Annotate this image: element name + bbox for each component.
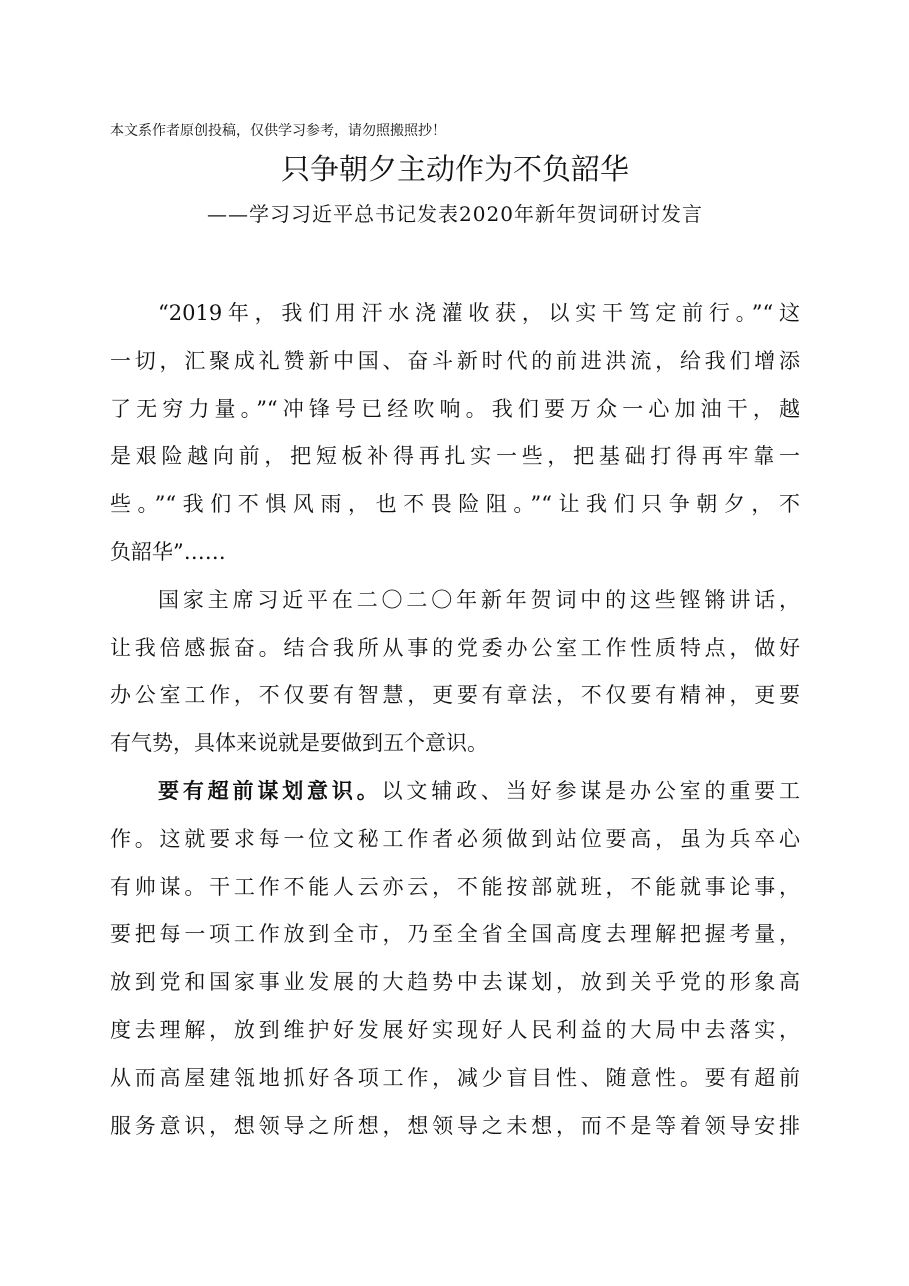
- document-title: 只争朝夕主动作为不负韶华: [280, 152, 629, 186]
- text-line: 要把每一项工作放到全市，乃至全省全国高度去理解把握考量，: [110, 922, 800, 947]
- author-notice: 本文系作者原创投稿，仅供学习参考，请勿照搬照抄！: [110, 123, 446, 139]
- text-line: 让我倍感振奋。结合我所从事的党委办公室工作性质特点，做好: [110, 635, 800, 660]
- paragraph: [110, 577, 800, 768]
- text-line: 了无穷力量。”“冲锋号已经吹响。我们要万众一心加油干，越: [110, 396, 800, 421]
- text-line: 作。这就要求每一位文秘工作者必须做到站位要高，虽为兵卒心: [110, 826, 800, 851]
- text-line: 些。”“我们不惧风雨，也不畏险阻。”“让我们只争朝夕，不: [110, 492, 800, 517]
- text-line: 从而高屋建瓴地抓好各项工作，减少盲目性、随意性。要有超前: [110, 1065, 800, 1090]
- text-line: 是艰险越向前，把短板补得再扎实一些，把基础打得再牢靠一: [110, 444, 800, 469]
- text-line: 度去理解，放到维护好发展好实现好人民利益的大局中去落实，: [110, 1017, 800, 1042]
- text-line: 有帅谋。干工作不能人云亦云，不能按部就班，不能就事论事，: [110, 874, 800, 899]
- document-body: [110, 290, 800, 1150]
- text-line: 一切，汇聚成礼赞新中国、奋斗新时代的前进洪流，给我们增添: [110, 348, 800, 373]
- text-line: “2019年，我们用汗水浇灌收获，以实干笃定前行。”“这: [158, 301, 800, 325]
- text-line: [110, 768, 800, 816]
- text-line: 有气势，具体来说就是要做到五个意识。: [110, 731, 488, 756]
- text-line: 国家主席习近平在二〇二〇年新年贺词中的这些铿锵讲话，: [158, 587, 800, 612]
- text-line: 负韶华”……: [110, 539, 226, 564]
- text-line: 放到党和国家事业发展的大趋势中去谋划，放到关乎党的形象高: [110, 970, 800, 995]
- section-lead-heading: 要有超前谋划意识。: [158, 778, 382, 803]
- document-subtitle: ——学习习近平总书记发表2020年新年贺词研讨发言: [207, 202, 703, 226]
- paragraph: [110, 290, 800, 577]
- text-line: 办公室工作，不仅要有智慧，更要有章法，不仅要有精神，更要: [110, 683, 800, 708]
- paragraph: [110, 768, 800, 1150]
- text-line-rest: 以文辅政、当好参谋是办公室的重要工: [381, 778, 801, 803]
- text-line: 服务意识，想领导之所想，想领导之未想，而不是等着领导安排: [110, 1113, 800, 1138]
